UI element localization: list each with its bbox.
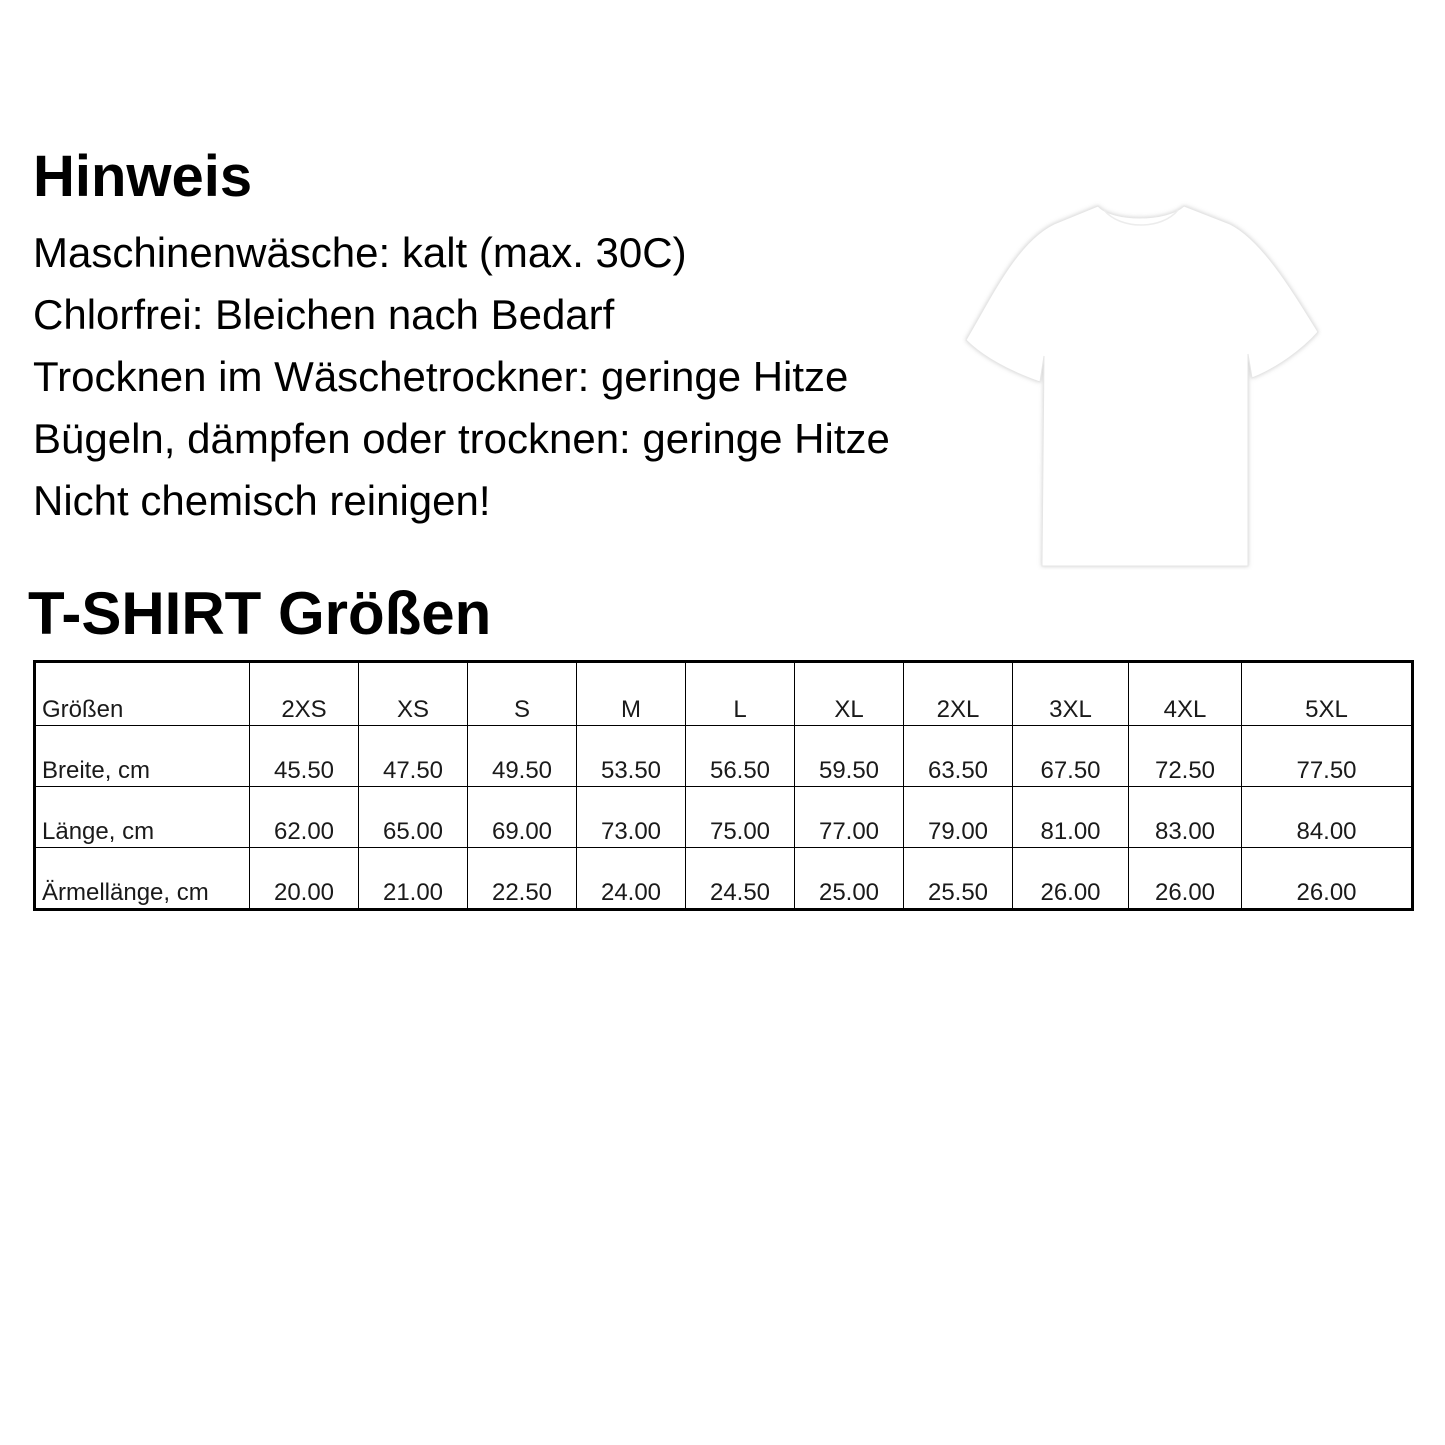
header-cell: S <box>468 662 577 726</box>
white-tshirt-icon <box>962 200 1322 570</box>
table-cell: 47.50 <box>359 726 468 787</box>
size-table <box>33 660 1414 911</box>
header-cell: 3XL <box>1013 662 1129 726</box>
table-cell: 45.50 <box>250 726 359 787</box>
table-cell: 25.00 <box>795 848 904 910</box>
care-line: Trocknen im Wäschetrockner: geringe Hitze <box>33 353 849 400</box>
table-cell: 84.00 <box>1242 787 1413 848</box>
table-cell: 24.50 <box>686 848 795 910</box>
table-cell: 67.50 <box>1013 726 1129 787</box>
table-header-row <box>35 662 1413 726</box>
row-label: Länge, cm <box>35 787 250 848</box>
table-cell: 63.50 <box>904 726 1013 787</box>
table-cell: 79.00 <box>904 787 1013 848</box>
header-cell: 2XL <box>904 662 1013 726</box>
table-cell: 83.00 <box>1129 787 1242 848</box>
table-cell: 20.00 <box>250 848 359 910</box>
table-cell: 22.50 <box>468 848 577 910</box>
header-cell: M <box>577 662 686 726</box>
header-cell: XS <box>359 662 468 726</box>
table-cell: 77.00 <box>795 787 904 848</box>
table-cell: 26.00 <box>1013 848 1129 910</box>
table-cell: 75.00 <box>686 787 795 848</box>
table-row <box>35 787 1413 848</box>
table-cell: 26.00 <box>1242 848 1413 910</box>
header-cell: 5XL <box>1242 662 1413 726</box>
header-cell: XL <box>795 662 904 726</box>
size-chart-title: T-SHIRT Größen <box>28 580 492 647</box>
care-line: Maschinenwäsche: kalt (max. 30C) <box>33 229 687 276</box>
header-cell: 4XL <box>1129 662 1242 726</box>
header-cell: Größen <box>35 662 250 726</box>
table-cell: 49.50 <box>468 726 577 787</box>
table-cell: 21.00 <box>359 848 468 910</box>
table-cell: 77.50 <box>1242 726 1413 787</box>
care-line: Bügeln, dämpfen oder trocknen: geringe Hitze <box>33 415 890 462</box>
table-row <box>35 848 1413 910</box>
table-cell: 53.50 <box>577 726 686 787</box>
row-label: Breite, cm <box>35 726 250 787</box>
table-cell: 73.00 <box>577 787 686 848</box>
row-label: Ärmellänge, cm <box>35 848 250 910</box>
table-cell: 62.00 <box>250 787 359 848</box>
care-instructions <box>33 222 890 532</box>
care-title: Hinweis <box>33 144 253 209</box>
table-cell: 69.00 <box>468 787 577 848</box>
header-cell: 2XS <box>250 662 359 726</box>
table-cell: 59.50 <box>795 726 904 787</box>
table-cell: 26.00 <box>1129 848 1242 910</box>
table-cell: 56.50 <box>686 726 795 787</box>
table-cell: 24.00 <box>577 848 686 910</box>
care-line: Nicht chemisch reinigen! <box>33 477 491 524</box>
care-line: Chlorfrei: Bleichen nach Bedarf <box>33 291 615 338</box>
table-cell: 72.50 <box>1129 726 1242 787</box>
table-cell: 65.00 <box>359 787 468 848</box>
table-cell: 25.50 <box>904 848 1013 910</box>
header-cell: L <box>686 662 795 726</box>
table-cell: 81.00 <box>1013 787 1129 848</box>
table-row <box>35 726 1413 787</box>
